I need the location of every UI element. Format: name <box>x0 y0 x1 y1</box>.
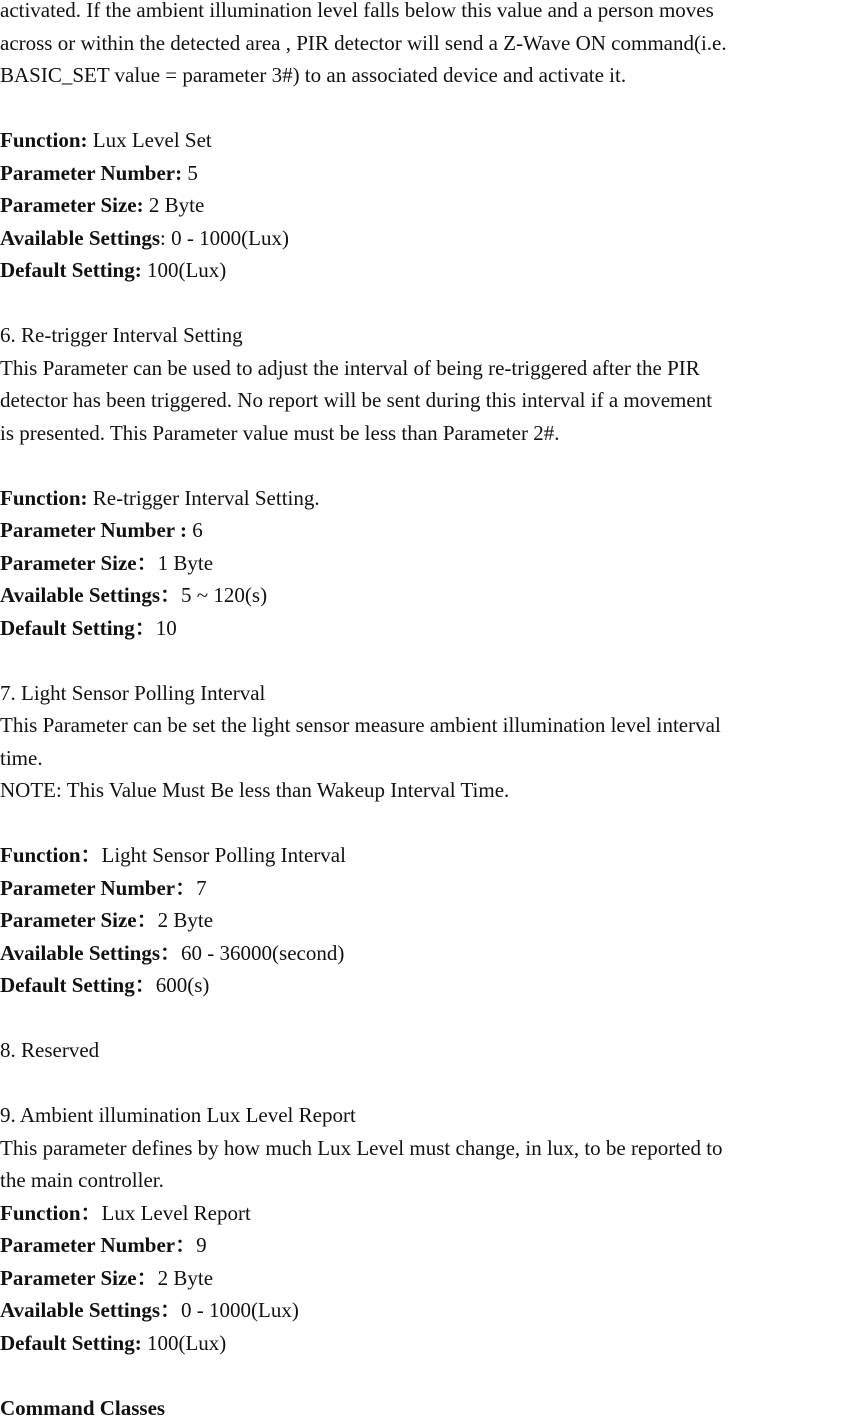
size-label: Parameter Size： <box>0 908 158 932</box>
function-label: Function： <box>0 843 102 867</box>
blank-line <box>0 1002 863 1035</box>
param9-size <box>0 1262 863 1295</box>
param9-desc-line: the main controller. <box>0 1164 863 1197</box>
param6-heading: 6. Re-trigger Interval Setting <box>0 319 863 352</box>
settings-label: Available Settings <box>0 226 160 250</box>
size-label: Parameter Size： <box>0 551 158 575</box>
blank-line <box>0 807 863 840</box>
intro-line: activated. If the ambient illumination level falls below this value and a person moves <box>0 0 863 27</box>
number-label: Parameter Number： <box>0 876 196 900</box>
function-label: Function： <box>0 1201 102 1225</box>
settings-value: 5 ~ 120(s) <box>181 583 267 607</box>
param6-function <box>0 482 863 515</box>
param8-heading: 8. Reserved <box>0 1034 863 1067</box>
default-label: Default Setting： <box>0 973 156 997</box>
param5-number <box>0 157 863 190</box>
blank-line <box>0 1067 863 1100</box>
param5-settings <box>0 222 863 255</box>
size-value: 2 Byte <box>144 193 205 217</box>
default-label: Default Setting: <box>0 258 142 282</box>
command-classes-heading <box>0 1392 863 1424</box>
param6-desc-line: is presented. This Parameter value must be less than Parameter 2#. <box>0 417 863 450</box>
param9-desc-line: This parameter defines by how much Lux Level must change, in lux, to be reported to <box>0 1132 863 1165</box>
default-value: 10 <box>156 616 177 640</box>
param7-default <box>0 969 863 1002</box>
param7-settings <box>0 937 863 970</box>
param6-desc-line: detector has been triggered. No report will be sent during this interval if a movement <box>0 384 863 417</box>
size-value: 2 Byte <box>158 1266 213 1290</box>
intro-line: across or within the detected area , PIR detector will send a Z-Wave ON command(i.e. <box>0 27 863 60</box>
param7-heading: 7. Light Sensor Polling Interval <box>0 677 863 710</box>
param9-default <box>0 1327 863 1360</box>
function-value: Light Sensor Polling Interval <box>102 843 346 867</box>
number-label: Parameter Number: <box>0 161 182 185</box>
blank-line <box>0 92 863 125</box>
default-label: Default Setting： <box>0 616 156 640</box>
size-label: Parameter Size： <box>0 1266 158 1290</box>
param5-function <box>0 124 863 157</box>
settings-value: : 0 - 1000(Lux) <box>160 226 289 250</box>
param7-desc-line: NOTE: This Value Must Be less than Wakeup Interval Time. <box>0 774 863 807</box>
param5-default <box>0 254 863 287</box>
param7-desc-line: This Parameter can be set the light sensor measure ambient illumination level interval <box>0 709 863 742</box>
param9-function <box>0 1197 863 1230</box>
param9-heading: 9. Ambient illumination Lux Level Report <box>0 1099 863 1132</box>
intro-line: BASIC_SET value = parameter 3#) to an associated device and activate it. <box>0 59 863 92</box>
number-value: 6 <box>187 518 203 542</box>
blank-line <box>0 1359 863 1392</box>
blank-line <box>0 449 863 482</box>
size-label: Parameter Size: <box>0 193 144 217</box>
function-value: Lux Level Set <box>88 128 212 152</box>
blank-line <box>0 644 863 677</box>
settings-label: Available Settings： <box>0 941 181 965</box>
function-label: Function: <box>0 486 88 510</box>
default-value: 100(Lux) <box>142 1331 227 1355</box>
size-value: 2 Byte <box>158 908 213 932</box>
number-label: Parameter Number : <box>0 518 187 542</box>
number-value: 7 <box>196 876 207 900</box>
number-value: 5 <box>182 161 198 185</box>
param6-size <box>0 547 863 580</box>
param6-number <box>0 514 863 547</box>
param7-function <box>0 839 863 872</box>
param9-settings <box>0 1294 863 1327</box>
default-value: 600(s) <box>156 973 210 997</box>
param7-number <box>0 872 863 905</box>
param6-desc-line: This Parameter can be used to adjust the interval of being re-triggered after the PIR <box>0 352 863 385</box>
param5-size <box>0 189 863 222</box>
default-label: Default Setting: <box>0 1331 142 1355</box>
number-value: 9 <box>196 1233 207 1257</box>
settings-value: 60 - 36000(second) <box>181 941 344 965</box>
settings-label: Available Settings： <box>0 1298 181 1322</box>
param6-default <box>0 612 863 645</box>
function-value: Re-trigger Interval Setting. <box>88 486 320 510</box>
param7-desc-line: time. <box>0 742 863 775</box>
settings-label: Available Settings： <box>0 583 181 607</box>
param9-number <box>0 1229 863 1262</box>
function-value: Lux Level Report <box>102 1201 251 1225</box>
command-classes-title: Command Classes <box>0 1396 165 1420</box>
function-label: Function: <box>0 128 88 152</box>
blank-line <box>0 287 863 320</box>
number-label: Parameter Number： <box>0 1233 196 1257</box>
param7-size <box>0 904 863 937</box>
param6-settings <box>0 579 863 612</box>
default-value: 100(Lux) <box>142 258 227 282</box>
size-value: 1 Byte <box>158 551 213 575</box>
settings-value: 0 - 1000(Lux) <box>181 1298 299 1322</box>
